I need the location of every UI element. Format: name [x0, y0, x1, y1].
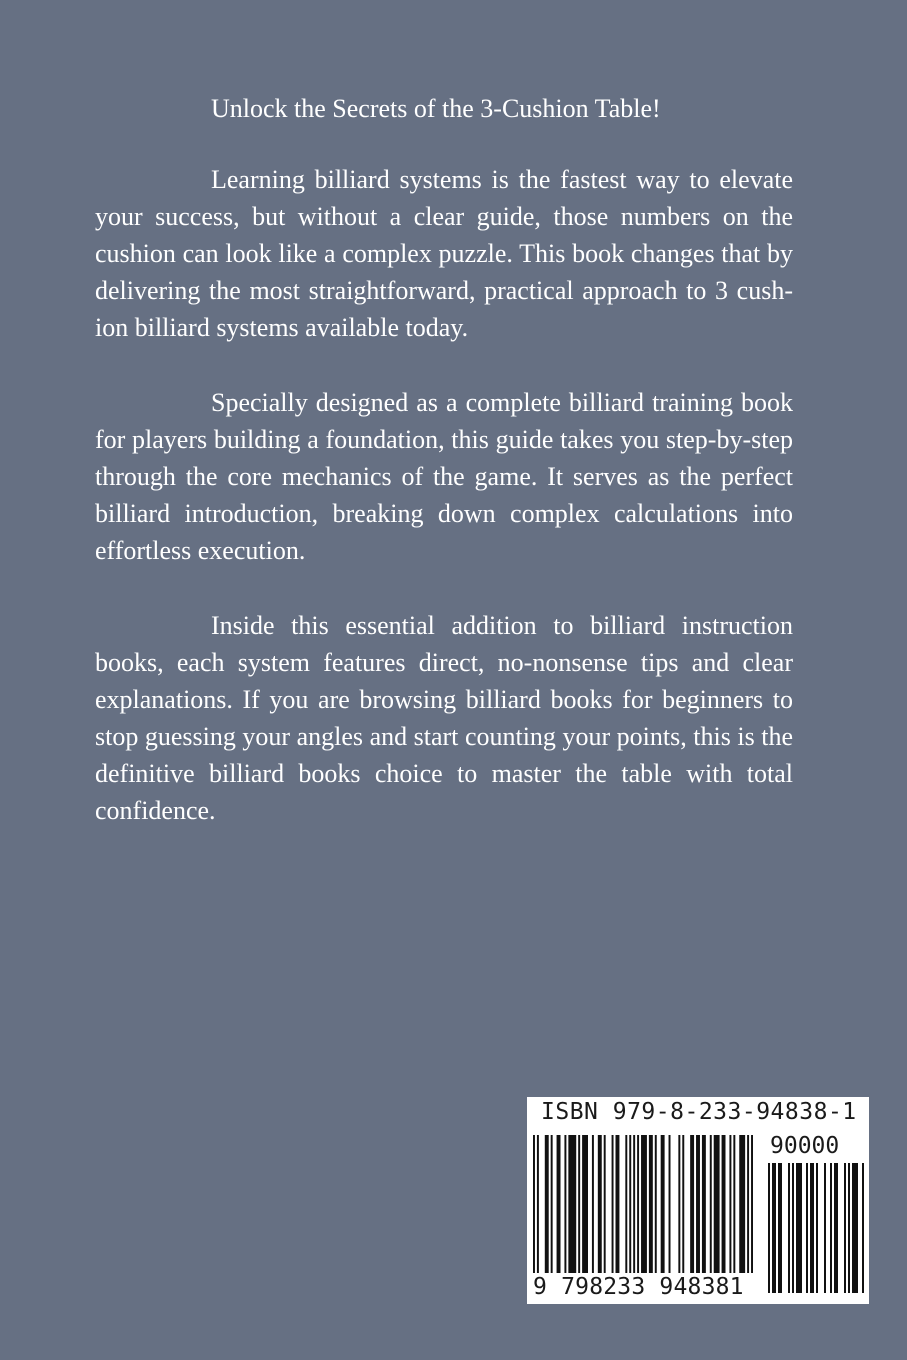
barcode-bar — [578, 1135, 580, 1273]
blurb-text-block — [95, 90, 793, 867]
price-code: 90000 — [770, 1133, 840, 1159]
barcode-bar — [678, 1135, 680, 1273]
barcode-bar — [649, 1135, 653, 1273]
barcode-bar — [788, 1163, 790, 1293]
barcode-bar — [768, 1163, 770, 1293]
barcode-bar — [739, 1135, 745, 1273]
headline: Unlock the Secrets of the 3-Cushion Table! — [211, 94, 661, 123]
barcode-bar — [778, 1163, 782, 1293]
barcode-bar — [772, 1163, 776, 1293]
barcode-bar — [834, 1163, 838, 1293]
barcode-bar — [862, 1163, 864, 1293]
barcode-bar — [844, 1163, 846, 1293]
blurb-paragraph-3: Inside this essential addition to billiard instruction books, each system features direct, no-nonsense tips and clear explanations. If you are browsing billiard books for beginners to stop guessing your angles and start counting your points, this is the definitive billiard books choice to master the table with total confidence. — [95, 611, 793, 825]
barcode-bar — [592, 1135, 594, 1273]
barcode-bar — [568, 1135, 576, 1273]
isbn-barcode-box — [527, 1097, 869, 1304]
barcode-bar — [612, 1135, 614, 1273]
barcode-bar — [641, 1135, 647, 1273]
barcode-bar — [669, 1135, 671, 1273]
barcode-digits: 9 798233 948381 — [533, 1274, 744, 1300]
barcode-bar — [714, 1135, 720, 1273]
barcode-bar — [537, 1135, 539, 1273]
barcode-bar — [604, 1135, 606, 1273]
barcode-bar — [661, 1135, 665, 1273]
barcode-bar — [598, 1135, 602, 1273]
barcode-bar — [792, 1163, 794, 1293]
barcode-bar — [633, 1135, 635, 1273]
barcode-bar — [533, 1135, 535, 1273]
barcode-addon-bars — [768, 1163, 864, 1293]
barcode-main-bars — [533, 1135, 753, 1273]
barcode-bar — [824, 1163, 826, 1293]
barcode-bar — [796, 1163, 802, 1293]
barcode-bar — [751, 1135, 753, 1273]
blurb-paragraph-2: Specially designed as a complete billiard training book for players building a foundation, this guide takes you step-by-step through the core mechanics of the game. It serves as the perfect billiard introduction, breaking down complex calculations into effortless execution. — [95, 388, 793, 565]
barcode-bar — [625, 1135, 627, 1273]
barcode-bar — [564, 1135, 566, 1273]
barcode-bar — [629, 1135, 631, 1273]
barcode-bar — [848, 1163, 850, 1293]
barcode-bar — [816, 1163, 818, 1293]
barcode-bar — [682, 1135, 684, 1273]
barcode-bar — [733, 1135, 735, 1273]
barcode-bar — [830, 1163, 832, 1293]
barcode-bar — [655, 1135, 657, 1273]
barcode-bar — [810, 1163, 814, 1293]
barcode-bar — [696, 1135, 700, 1273]
isbn-label: ISBN 979-8-233-94838-1 — [541, 1099, 857, 1125]
barcode-bar — [616, 1135, 620, 1273]
blurb-paragraph-1: Learning billiard systems is the fastest way to elevate your success, but without a clear guide, those numbers on the cushion can look like a complex puzzle. This book changes that by delivering the most straightforward, practical approach to 3 cushion billiard systems available today. — [95, 165, 793, 342]
barcode-bar — [852, 1163, 858, 1293]
barcode-bar — [545, 1135, 549, 1273]
barcode-bar — [702, 1135, 706, 1273]
barcode-bar — [637, 1135, 639, 1273]
barcode-bar — [557, 1135, 561, 1273]
barcode-bar — [747, 1135, 749, 1273]
barcode-bar — [710, 1135, 712, 1273]
barcode-bar — [551, 1135, 553, 1273]
barcode-bar — [806, 1163, 808, 1293]
barcode-bar — [582, 1135, 588, 1273]
barcode-bar — [729, 1135, 731, 1273]
barcode-bar — [722, 1135, 726, 1273]
barcode-bar — [690, 1135, 694, 1273]
